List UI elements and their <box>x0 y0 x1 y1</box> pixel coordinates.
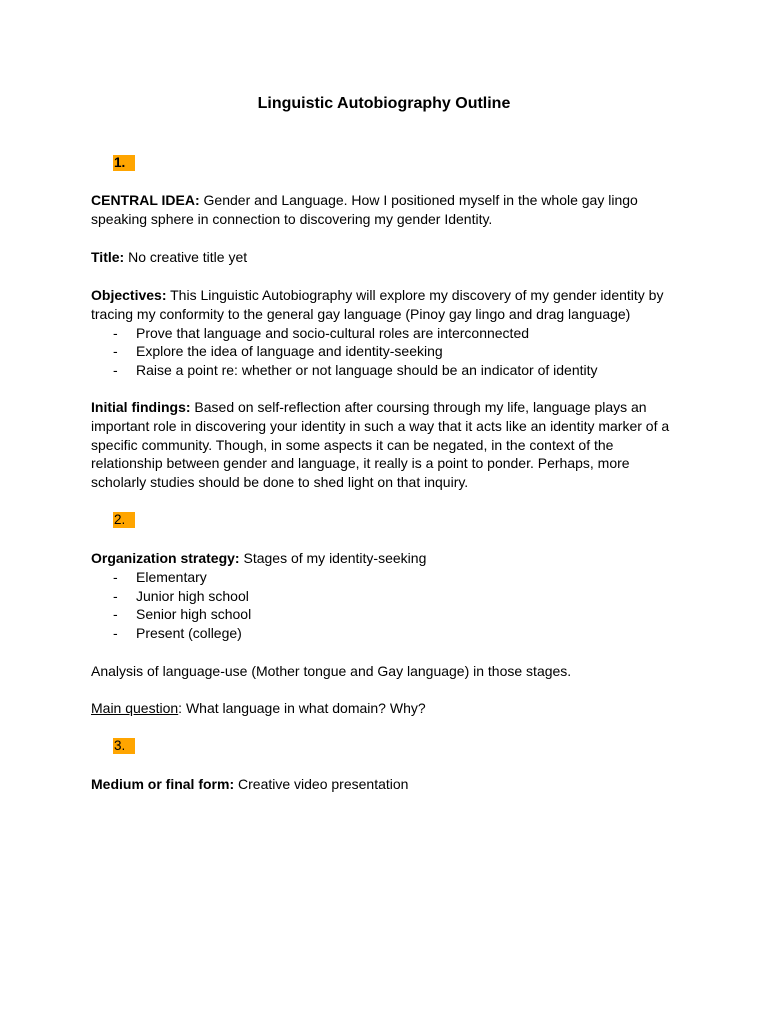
analysis-paragraph <box>91 662 681 681</box>
list-item <box>91 568 681 587</box>
bullet-dash: - <box>113 568 118 585</box>
bullet-dash: - <box>113 324 118 341</box>
list-item <box>91 624 681 643</box>
bullet-dash: - <box>113 587 118 604</box>
bullet-dash: - <box>113 343 118 360</box>
title-label: Title: <box>91 249 125 265</box>
section-number-3: 3. <box>113 738 135 754</box>
central-idea-label: CENTRAL IDEA: <box>91 192 200 208</box>
strategy-text: Stages of my identity-seeking <box>239 550 427 566</box>
objective-item: Prove that language and socio-cultural roles are interconnected <box>136 324 530 341</box>
title-paragraph <box>91 248 681 267</box>
central-idea-paragraph <box>91 191 681 229</box>
main-question-paragraph <box>91 699 681 718</box>
objective-item: Explore the idea of language and identity-seeking <box>136 343 443 360</box>
medium-label: Medium or final form: <box>91 776 235 792</box>
title-text: No creative title yet <box>124 249 248 265</box>
objectives-text: This Linguistic Autobiography will explore my discovery of my gender identity by tracing my conformity to the general gay language (Pinoy gay lingo and drag language) <box>91 287 664 322</box>
findings-label: Initial findings: <box>91 399 191 415</box>
findings-paragraph <box>91 398 681 492</box>
list-item <box>91 342 681 361</box>
stage-item: Senior high school <box>136 606 252 623</box>
medium-paragraph <box>91 775 681 794</box>
analysis-text: Analysis of language-use (Mother tongue and Gay language) in those stages. <box>91 663 572 679</box>
stage-item: Present (college) <box>136 625 242 642</box>
bullet-dash: - <box>113 606 118 623</box>
central-idea-text: Gender and Language. How I positioned myself in the whole gay lingo speaking sphere in connection to discovering my gender Identity. <box>91 192 638 227</box>
bullet-dash: - <box>113 362 118 379</box>
list-item <box>91 587 681 606</box>
objective-item: Raise a point re: whether or not language should be an indicator of identity <box>136 362 598 379</box>
strategy-paragraph <box>91 549 681 643</box>
strategy-label: Organization strategy: <box>91 550 240 566</box>
stages-list <box>91 568 681 643</box>
bullet-dash: - <box>113 625 118 642</box>
stage-item: Elementary <box>136 568 207 585</box>
section-number-1: 1. <box>113 155 135 171</box>
objectives-paragraph <box>91 286 681 380</box>
list-item <box>91 361 681 380</box>
medium-text: Creative video presentation <box>234 776 409 792</box>
main-question-text: : What language in what domain? Why? <box>178 700 426 716</box>
objectives-list <box>91 324 681 380</box>
list-item <box>91 605 681 624</box>
main-question-label: Main question <box>91 700 179 716</box>
list-item <box>91 324 681 343</box>
objectives-label: Objectives: <box>91 287 167 303</box>
section-number-2: 2. <box>113 512 135 528</box>
findings-text: Based on self-reflection after coursing through my life, language plays an important role in discovering your identity in such a way that it acts like an identity marker of a specific community. Though, in some aspects it can be negated, in the context of the relationship between gender and language, it really is a point to ponder. Perhaps, more scholarly studies should be done to shed light on that inquiry. <box>91 399 670 491</box>
document-title: Linguistic Autobiography Outline <box>257 95 511 112</box>
stage-item: Junior high school <box>136 587 249 604</box>
